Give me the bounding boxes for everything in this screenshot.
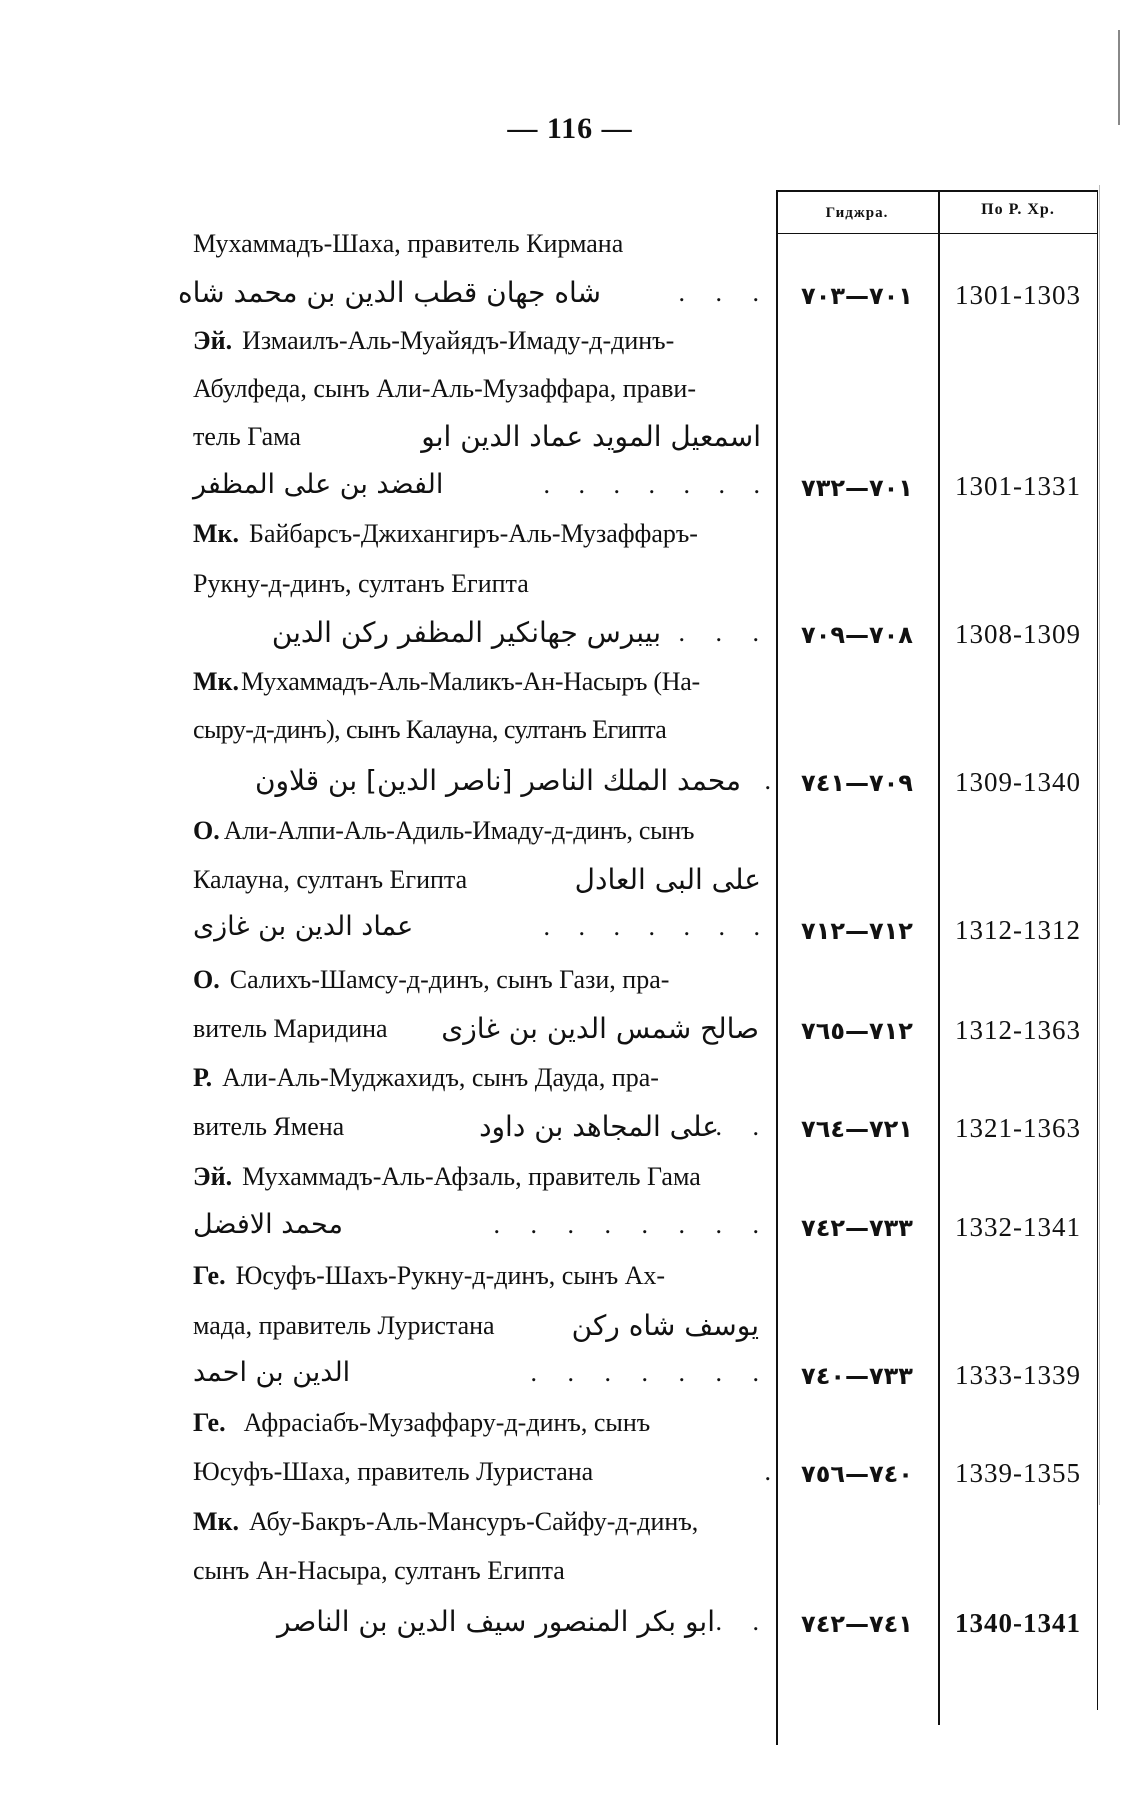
table-mid-rule: [938, 190, 940, 1725]
entry-line: [193, 1012, 771, 1046]
column-header-ce: По Р. Хр.: [981, 201, 1055, 218]
hijra-date: ٧١٢—٧١٢: [801, 917, 913, 945]
dynasty-label: Ге.: [193, 1408, 226, 1437]
ce-date: 1308-1309: [955, 619, 1081, 649]
page-number: — 116 —: [507, 112, 633, 145]
dynasty-label: О.: [193, 965, 220, 994]
ce-date: 1301-1331: [955, 471, 1081, 501]
leader-dots: . .: [715, 1112, 771, 1141]
entry-text: Рукну-д-динъ, султанъ Египта: [193, 569, 529, 598]
ce-date: 1333-1339: [955, 1360, 1081, 1390]
dynasty-label: Эй.: [193, 1162, 233, 1191]
entry-line: [193, 1208, 771, 1242]
entry-text: Калауна, султанъ Египта: [193, 865, 468, 894]
arabic-name: بيبرس جهانكير المظفر ركن الدين: [271, 616, 661, 649]
ce-date: 1321-1363: [955, 1113, 1081, 1143]
entry-text: Мухаммадъ-Шаха, правитель Кирмана: [193, 229, 624, 258]
entry-line: [193, 567, 771, 601]
hijra-date: ٧٤٠—٧٥٦: [801, 1460, 913, 1488]
entry-line: [193, 910, 771, 944]
arabic-name: محمد الافضل: [193, 1209, 343, 1240]
arabic-name: محمد الملك الناصر [ناصر الدين] بن قلاون: [254, 764, 741, 797]
page-edge-line: [1118, 30, 1120, 125]
dynasty-label: Мк.: [193, 667, 240, 696]
entry-line: [193, 963, 771, 997]
hijra-date: ٧٣٣—٧٤٢: [801, 1214, 913, 1242]
entry-line: [193, 468, 771, 502]
entry-text: Мухаммадъ-Аль-Маликъ-Ан-Насыръ (На-: [241, 667, 700, 696]
hijra-date: ٧٠١—٧٣٢: [801, 474, 913, 502]
entry-line: [193, 1455, 771, 1489]
entry-line: [193, 517, 771, 551]
leader-dots: .: [764, 1457, 771, 1486]
arabic-name: ابو بكر المنصور سيف الدين بن الناصر: [277, 1605, 715, 1638]
entry-line: [193, 1554, 771, 1588]
entry-line: [193, 420, 771, 454]
arabic-name: على البى العادل: [574, 863, 761, 896]
ce-date: 1332-1341: [955, 1212, 1081, 1242]
ce-date: 1340-1341: [955, 1608, 1081, 1638]
ce-date: 1301-1303: [955, 280, 1081, 310]
arabic-name: الدين بن احمد: [193, 1357, 351, 1388]
entry-text: Юсуфъ-Шахъ-Рукну-д-динъ, сынъ Ах-: [235, 1261, 666, 1290]
entry-line: [193, 1259, 771, 1293]
column-header-hijra: Гиджра.: [825, 205, 889, 221]
hijra-date: ٧٠٩—٧٤١: [801, 769, 913, 797]
entry-text: Байбарсъ-Джихангиръ-Аль-Музаффаръ-: [249, 519, 698, 548]
hijra-date: ٧٣٣—٧٤٠: [801, 1362, 913, 1390]
arabic-name: عماد الدين بن غازى: [193, 911, 414, 942]
entry-text: тель Гама: [193, 422, 301, 451]
entry-line: [193, 814, 771, 848]
page-edge-line: [1099, 185, 1100, 1505]
entry-line: [193, 863, 771, 897]
entry-line: [193, 713, 771, 747]
entry-text: Юсуфъ-Шаха, правитель Луристана: [193, 1457, 594, 1486]
leader-dots: . . .: [678, 618, 771, 647]
dynasty-label: Эй.: [193, 326, 233, 355]
entry-text: Абу-Бакръ-Аль-Мансуръ-Сайфу-д-динъ,: [249, 1507, 699, 1536]
entry-line: [193, 324, 771, 358]
dynasty-label: О.: [193, 816, 220, 845]
hijra-date: ٧٤١—٧٤٢: [801, 1610, 913, 1638]
leader-dots: . .: [715, 1607, 771, 1636]
entry-line: [193, 1061, 771, 1095]
table-head-rule: [776, 233, 1098, 234]
entry-line: [193, 1356, 771, 1390]
ce-date: 1312-1363: [955, 1015, 1081, 1045]
arabic-name: اسمعيل المويد عماد الدين ابو: [421, 420, 761, 453]
entry-text: сыру-д-динъ), сынъ Калауна, султанъ Египта: [193, 715, 667, 744]
dynasty-label: Мк.: [193, 1507, 240, 1536]
ce-date: 1309-1340: [955, 767, 1081, 797]
entry-text: сынъ Ан-Насыра, султанъ Египта: [193, 1556, 565, 1585]
ce-date: 1339-1355: [955, 1458, 1081, 1488]
entry-text: Афрасіабъ-Музаффару-д-динъ, сынъ: [243, 1408, 651, 1437]
entry-line: [193, 227, 771, 261]
entry-line: [193, 1110, 771, 1144]
entry-line: [193, 1160, 771, 1194]
entry-text: витель Ямена: [193, 1112, 345, 1141]
entry-text: мада, правитель Луристана: [193, 1311, 495, 1340]
entry-text: Али-Алпи-Аль-Адиль-Имаду-д-динъ, сынъ: [223, 816, 695, 845]
leader-dots: . . . . . . .: [530, 1358, 771, 1387]
leader-dots: . . . . . . . .: [493, 1210, 771, 1239]
arabic-name: الفضد بن على المظفر: [193, 469, 444, 500]
leader-dots: . . . . . . .: [543, 912, 771, 941]
ce-date: 1312-1312: [955, 915, 1081, 945]
leader-dots: . . . . . . .: [543, 470, 771, 499]
entry-text: Мухаммадъ-Аль-Афзаль, правитель Гама: [242, 1162, 701, 1191]
table-left-rule: [776, 190, 778, 1745]
entry-text: Салихъ-Шамсу-д-динъ, сынъ Гази, пра-: [229, 965, 670, 994]
leader-dots: . . .: [678, 278, 771, 307]
arabic-name: يوسف شاه ركن: [571, 1309, 759, 1342]
leader-dots: .: [764, 766, 771, 795]
hijra-date: ٧٠٨—٧٠٩: [801, 621, 913, 649]
hijra-date: ٧٢١—٧٦٤: [801, 1115, 913, 1143]
entry-text: витель Маридина: [193, 1014, 388, 1043]
dynasty-label: Р.: [193, 1063, 213, 1092]
table-top-rule: [776, 190, 1098, 192]
hijra-date: ٧٠١—٧٠٣: [801, 282, 913, 310]
entry-line: [193, 1505, 771, 1539]
hijra-date: ٧١٢—٧٦٥: [801, 1017, 913, 1045]
entry-line: [193, 665, 771, 699]
arabic-name: صالح شمس الدين بن غازى: [441, 1012, 759, 1045]
dynasty-label: Ге.: [193, 1261, 226, 1290]
entry-line: [193, 372, 771, 406]
arabic-name: على المجاهد بن داود: [479, 1110, 719, 1143]
entry-line: [193, 1406, 771, 1440]
entry-line: [193, 1309, 771, 1343]
dynasty-label: Мк.: [193, 519, 240, 548]
entry-text: Али-Аль-Муджахидъ, сынъ Дауда, пра-: [222, 1063, 659, 1092]
entry-text: Измаилъ-Аль-Муайядъ-Имаду-д-динъ-: [242, 326, 675, 355]
arabic-name: شاه جهان قطب الدين بن محمد شاه: [177, 276, 601, 309]
entry-text: Абулфеда, сынъ Али-Аль-Музаффара, прави-: [193, 374, 697, 403]
